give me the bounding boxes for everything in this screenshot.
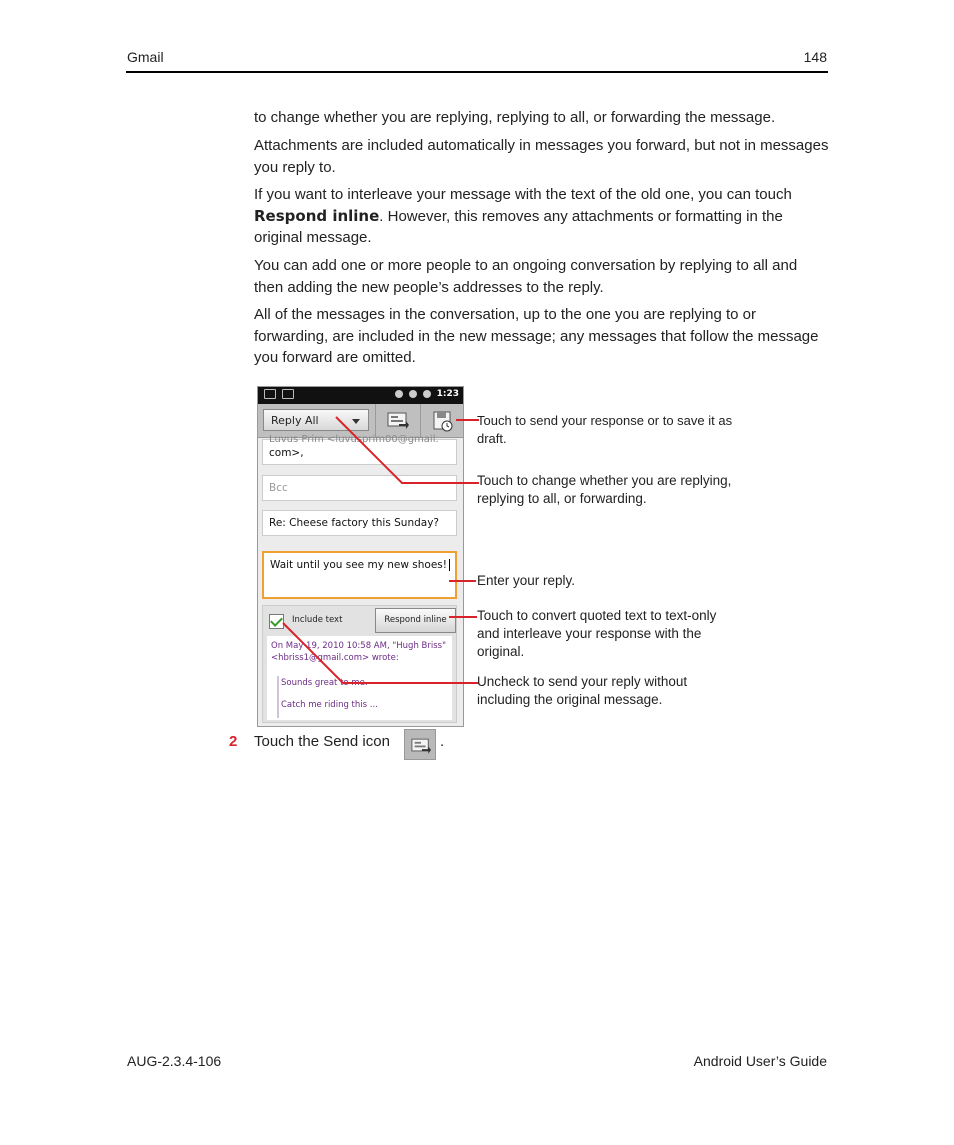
bcc-field[interactable]: Bcc [262, 475, 457, 501]
dropdown-caret-icon [352, 419, 360, 424]
wifi-icon [409, 390, 417, 398]
save-draft-button[interactable] [420, 404, 464, 437]
notification-icon [282, 389, 294, 399]
paragraph-4: You can add one or more people to an ongoing conversation by replying to all and then adding the new people’s addresses to the reply. [254, 257, 798, 296]
callout-uncheck: Uncheck to send your reply without including the original message. [477, 674, 688, 707]
compose-action-bar [258, 404, 463, 438]
callout-enter-reply: Enter your reply. [477, 573, 576, 588]
include-text-checkbox[interactable] [269, 614, 284, 629]
phone-screenshot [257, 386, 464, 727]
status-bar [258, 387, 463, 404]
header-rule [126, 71, 828, 73]
include-text-label: Include text [292, 615, 343, 625]
quote-line-2: Catch me riding this ... [281, 700, 378, 710]
header-section: Gmail [127, 49, 164, 65]
footer-title: Android User’s Guide [693, 1053, 827, 1069]
send-icon-inline [404, 729, 436, 760]
subject-field[interactable]: Re: Cheese factory this Sunday? [262, 510, 457, 536]
quoted-message [267, 636, 452, 720]
step-text: Touch the Send icon [254, 733, 390, 750]
message-body-text: Wait until you see my new shoes! [270, 559, 447, 571]
send-icon [387, 410, 409, 430]
to-field-clipped: Luvus Prim <luvusprim00@gmail. [269, 434, 439, 445]
paragraph-1: to change whether you are replying, replying to all, or forwarding the message. [254, 109, 776, 126]
step-number: 2 [229, 733, 238, 750]
save-draft-icon [432, 410, 454, 432]
step-period: . [440, 733, 445, 750]
message-body-field[interactable] [262, 551, 457, 599]
to-field-value: com>, [269, 447, 304, 459]
send-icon [411, 736, 431, 755]
quoted-text-panel [262, 605, 457, 723]
paragraph-5: All of the messages in the conversation, up to the one you are replying to or forwarding, are included in the new message; any messages that follow the message you forward are omitted. [254, 306, 819, 366]
quote-line-1: Sounds great to me. [281, 678, 368, 688]
paragraph-3: If you want to interleave your message with the text of the old one, you can touch Respond inline. However, this removes any attachments or formatting in the original message. [254, 186, 792, 246]
footer-doc-id: AUG-2.3.4-106 [127, 1053, 222, 1069]
quote-header: On May 19, 2010 10:58 AM, "Hugh Briss" <hbriss1@gmail.com> wrote: [271, 641, 446, 663]
clock: 1:23 [436, 389, 459, 399]
paragraph-2: Attachments are included automatically in messages you forward, but not in messages you reply to. [254, 137, 829, 176]
reply-mode-dropdown[interactable] [263, 409, 369, 431]
reply-mode-label: Reply All [271, 414, 319, 427]
quote-rule [277, 676, 279, 718]
page-number: 148 [803, 49, 827, 65]
to-field[interactable] [262, 434, 457, 465]
battery-icon [423, 390, 431, 398]
callout-reply-mode: Touch to change whether you are replying, replying to all, or forwarding. [477, 473, 732, 506]
callout-respond-inline: Touch to convert quoted text to text-only and interleave your response with the original. [477, 608, 717, 659]
respond-inline-term: Respond inline [254, 206, 380, 225]
send-button[interactable] [375, 404, 420, 437]
signal-icon [395, 390, 403, 398]
respond-inline-button[interactable]: Respond inline [375, 608, 456, 633]
callout-send-save: Touch to send your response or to save it as draft. [477, 413, 733, 446]
mail-notification-icon [264, 389, 276, 399]
